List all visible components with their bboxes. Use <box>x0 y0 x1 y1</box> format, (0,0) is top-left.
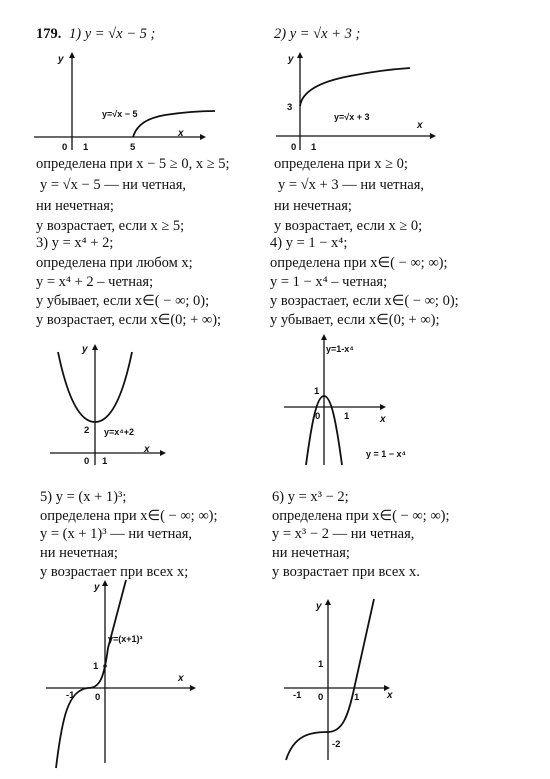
curve-label-top: y=1-x⁴ <box>326 344 354 354</box>
p4-line: определена при x∈( − ∞; ∞); <box>270 255 448 271</box>
p5-line: y = (x + 1)³ — ни четная, <box>40 526 193 542</box>
p2-line: y = √x + 3 — ни четная, <box>278 177 425 193</box>
graph-3 <box>40 340 170 470</box>
p5-line: ни нечетная; <box>40 545 118 561</box>
tick-0: 0 <box>291 142 297 153</box>
p6-line: ни нечетная; <box>272 545 350 561</box>
graph-5 <box>40 578 220 768</box>
tick-1-x: 1 <box>354 692 360 703</box>
p6-line: y = x³ − 2 — ни четная, <box>272 526 415 542</box>
p2-line: ни нечетная; <box>274 198 352 214</box>
tick-minus2: -2 <box>332 739 341 750</box>
tick-0: 0 <box>84 456 90 467</box>
p5-line: y возрастает при всех x; <box>40 564 189 580</box>
tick-0: 0 <box>62 142 68 153</box>
tick-1: 1 <box>102 456 108 467</box>
p5-line: 5) y = (x + 1)³; <box>40 489 127 505</box>
tick-0: 0 <box>318 692 324 703</box>
p3-line: y возрастает, если x∈(0; + ∞); <box>36 312 222 328</box>
p1-title: 1) y = √x − 5 ; <box>69 26 156 42</box>
p3-line: 3) y = x⁴ + 2; <box>36 235 114 251</box>
tick-0: 0 <box>95 692 101 703</box>
y-axis-label: y <box>316 601 322 612</box>
graph-1 <box>30 40 230 155</box>
p4-line: 4) y = 1 − x⁴; <box>270 235 348 251</box>
x-axis-label: x <box>387 690 393 701</box>
y-axis-label: y <box>288 54 294 65</box>
y-axis-label: y <box>82 344 88 355</box>
p1-line: ни нечетная; <box>36 198 114 214</box>
p6-line: 6) y = x³ − 2; <box>272 489 349 505</box>
p6-line: y возрастает при всех x. <box>272 564 420 580</box>
tick-2: 2 <box>84 425 90 436</box>
p5-line: определена при x∈( − ∞; ∞); <box>40 508 218 524</box>
p2-line: y возрастает, если x ≥ 0; <box>274 218 423 234</box>
tick-minus1: -1 <box>293 690 302 701</box>
y-axis-label: y <box>94 582 100 593</box>
y-axis-label: y <box>58 54 64 65</box>
tick-1: 1 <box>83 142 89 153</box>
p6-line: определена при x∈( − ∞; ∞); <box>272 508 450 524</box>
problem-number: 179. <box>36 26 62 42</box>
tick-1-y: 1 <box>314 386 320 397</box>
tick-3: 3 <box>287 102 293 113</box>
tick-1: 1 <box>93 661 99 672</box>
x-axis-label: x <box>144 444 150 455</box>
tick-5: 5 <box>130 142 136 153</box>
x-axis-label: x <box>380 414 386 425</box>
p2-line: определена при x ≥ 0; <box>274 156 408 172</box>
p4-line: y убывает, если x∈(0; + ∞); <box>270 312 440 328</box>
curve-label: y=√x − 5 <box>102 109 138 119</box>
tick-0: 0 <box>315 411 321 422</box>
x-axis-label: x <box>178 673 184 684</box>
p1-line: определена при x − 5 ≥ 0, x ≥ 5; <box>36 156 230 172</box>
graph-2 <box>270 40 440 155</box>
tick-1: 1 <box>311 142 317 153</box>
tick-1-y: 1 <box>318 659 324 670</box>
p2-title: 2) y = √x + 3 ; <box>274 26 361 42</box>
p3-line: y = x⁴ + 2 – четная; <box>36 274 154 290</box>
p1-line: y возрастает, если x ≥ 5; <box>36 218 185 234</box>
p4-line: y = 1 − x⁴ – четная; <box>270 274 388 290</box>
graph-6 <box>280 595 440 775</box>
p1-line: y = √x − 5 — ни четная, <box>40 177 187 193</box>
p4-line: y возрастает, если x∈( − ∞; 0); <box>270 293 459 309</box>
curve-label: y=(x+1)³ <box>108 634 143 644</box>
x-axis-label: x <box>417 120 423 131</box>
p3-line: определена при любом x; <box>36 255 193 271</box>
x-axis-label: x <box>178 128 184 139</box>
tick-minus1: -1 <box>66 690 75 701</box>
curve-label-bottom: y = 1 − x⁴ <box>366 449 406 459</box>
graph-4 <box>280 330 470 470</box>
curve-label: y=√x + 3 <box>334 112 370 122</box>
p3-line: y убывает, если x∈( − ∞; 0); <box>36 293 210 309</box>
tick-1-x: 1 <box>344 411 350 422</box>
curve-label: y=x⁴+2 <box>104 427 134 437</box>
